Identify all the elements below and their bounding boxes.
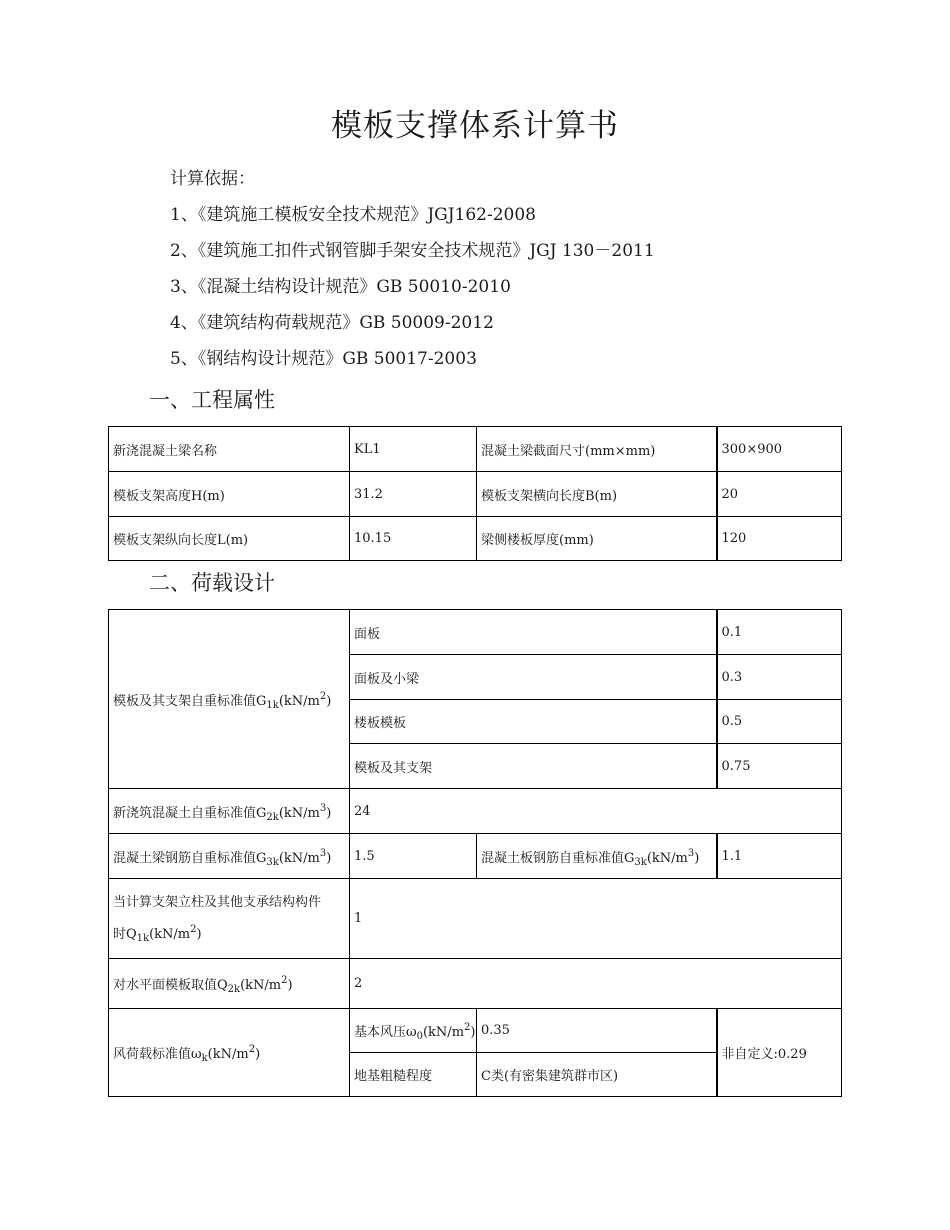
q1k-label: 当计算支架立柱及其他支承结构构件 时$Q_{1k}(kN/m^2)$ — [109, 879, 350, 959]
wind-basic-value: 0.35 — [477, 1009, 717, 1053]
g1k-item-value: 0.3 — [717, 655, 842, 700]
g3k-slab-value: 1.1 — [717, 834, 842, 879]
property-value: 120 — [717, 517, 842, 561]
load-design-table — [108, 609, 842, 1097]
page-title: 模板支撑体系计算书 — [331, 108, 619, 144]
wind-result: 非自定义:0.29 — [717, 1009, 842, 1097]
g2k-value: 24 — [350, 789, 842, 834]
property-value: 10.15 — [350, 517, 477, 561]
property-label: 新浇混凝土梁名称 — [109, 427, 350, 472]
property-value: 20 — [717, 472, 842, 517]
table-row — [109, 427, 842, 472]
wind-roughness-value: C类(有密集建筑群市区) — [477, 1053, 717, 1097]
table-row — [109, 610, 842, 655]
q2k-value: 2 — [350, 959, 842, 1009]
g1k-item-value: 0.75 — [717, 744, 842, 789]
basis-item: 2、《建筑施工扣件式钢管脚手架安全技术规范》JGJ 130－2011 — [170, 241, 655, 261]
wind-label: 风荷载标准值$\omega_k(kN/m^2)$ — [109, 1009, 350, 1097]
project-properties-table — [108, 426, 842, 561]
q2k-label: 对水平面模板取值$Q_{2k}(kN/m^2)$ — [109, 959, 350, 1009]
calculation-basis — [170, 163, 655, 379]
property-label: 模板支架高度H(m) — [109, 472, 350, 517]
table-row — [109, 879, 842, 959]
basis-item: 5、《钢结构设计规范》GB 50017-2003 — [170, 349, 477, 369]
basis-item: 3、《混凝土结构设计规范》GB 50010-2010 — [170, 277, 511, 297]
table-row — [109, 959, 842, 1009]
property-value: 31.2 — [350, 472, 477, 517]
basis-item: 1、《建筑施工模板安全技术规范》JGJ162-2008 — [170, 205, 536, 225]
g1k-item-name: 模板及其支架 — [350, 744, 717, 789]
wind-roughness-label: 地基粗糙程度 — [350, 1053, 477, 1097]
g3k-beam-label: 混凝土梁钢筋自重标准值$G_{3k}(kN/m^3)$ — [109, 834, 350, 879]
property-label: 模板支架横向长度B(m) — [477, 472, 717, 517]
table-row — [109, 1009, 842, 1053]
property-label: 梁侧楼板厚度(mm) — [477, 517, 717, 561]
property-label: 模板支架纵向长度L(m) — [109, 517, 350, 561]
g2k-label: 新浇筑混凝土自重标准值$G_{2k}(kN/m^3)$ — [109, 789, 350, 834]
section-heading-load: 二、荷载设计 — [149, 571, 275, 595]
table-row — [109, 789, 842, 834]
property-value: KL1 — [350, 427, 477, 472]
table-row — [109, 517, 842, 561]
basis-item: 4、《建筑结构荷载规范》GB 50009-2012 — [170, 313, 494, 333]
g3k-slab-label: 混凝土板钢筋自重标准值$G_{3k}(kN/m^3)$ — [477, 834, 717, 879]
g1k-item-name: 面板 — [350, 610, 717, 655]
g1k-item-value: 0.5 — [717, 700, 842, 744]
basis-heading: 计算依据： — [170, 169, 255, 189]
g1k-label: 模板及其支架自重标准值$G_{1k}(kN/m^2)$ — [109, 610, 350, 789]
g1k-item-value: 0.1 — [717, 610, 842, 655]
g1k-item-name: 楼板模板 — [350, 700, 717, 744]
wind-basic-label: 基本风压$\omega_0(kN/m^2)$ — [350, 1009, 477, 1053]
table-row — [109, 472, 842, 517]
property-value: 300×900 — [717, 427, 842, 472]
q1k-value: 1 — [350, 879, 842, 959]
g1k-item-name: 面板及小梁 — [350, 655, 717, 700]
table-row — [109, 834, 842, 879]
section-heading-project: 一、工程属性 — [149, 388, 275, 412]
property-label: 混凝土梁截面尺寸(mm×mm) — [477, 427, 717, 472]
g3k-beam-value: 1.5 — [350, 834, 477, 879]
